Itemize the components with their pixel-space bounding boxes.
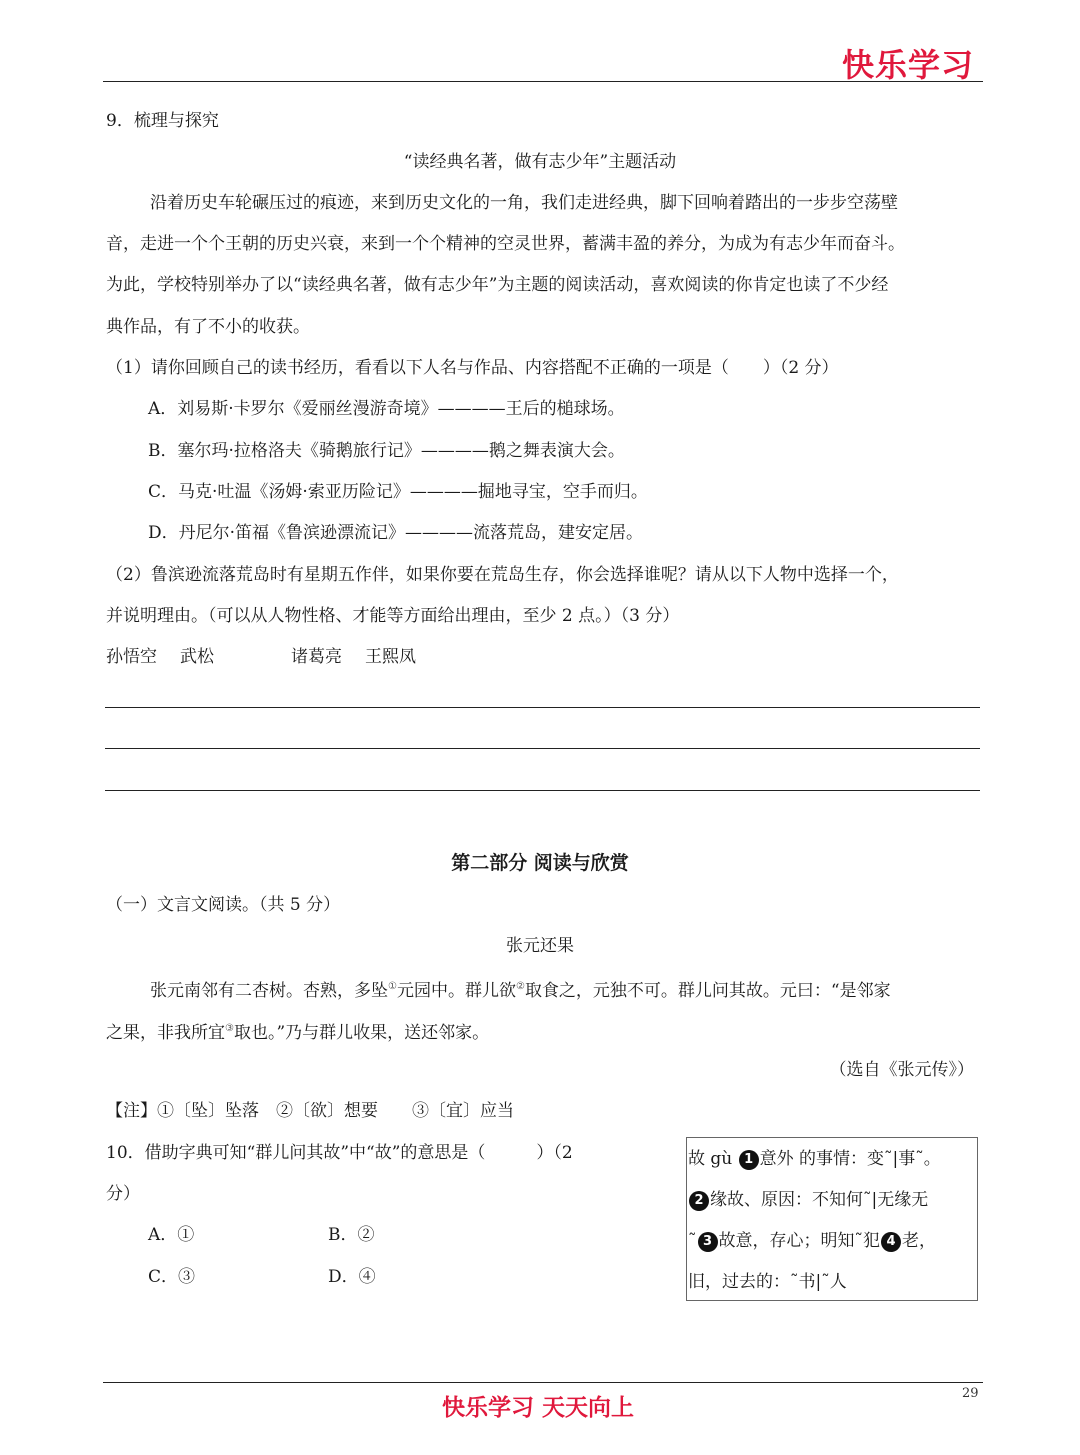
number-circle-icon: 2 bbox=[689, 1191, 709, 1211]
section-title: 第二部分 阅读与欣赏 bbox=[451, 852, 629, 874]
part2-prompt-line2: 并说明理由。（可以从人物性格、才能等方面给出理由，至少 2 点。）（3 分） bbox=[106, 606, 680, 626]
character-option: 诸葛亮 bbox=[291, 647, 342, 667]
footer-slogan: 快乐学习 天天向上 bbox=[442, 1395, 635, 1421]
question-10-option-a: A．① bbox=[148, 1225, 195, 1245]
answer-line[interactable] bbox=[105, 790, 980, 791]
subsection-heading: （一）文言文阅读。（共 5 分） bbox=[106, 895, 341, 915]
dictionary-line-1 bbox=[688, 1148, 941, 1170]
character-option: 王熙凤 bbox=[365, 647, 416, 667]
question-9-heading: 9．梳理与探究 bbox=[106, 111, 219, 131]
intro-line: 典作品，有了不小的收获。 bbox=[106, 317, 310, 337]
part1-option-b: B．塞尔玛·拉格洛夫《骑鹅旅行记》————鹅之舞表演大会。 bbox=[148, 441, 625, 461]
passage-text: 取食之，元独不可。群儿问其故。元曰：“是邻家 bbox=[524, 981, 891, 1001]
footnote-mark: ① bbox=[388, 981, 397, 992]
footnote-mark: ② bbox=[515, 981, 525, 992]
footnote-mark: ③ bbox=[225, 1023, 234, 1034]
intro-line: 沿着历史车轮碾压过的痕迹，来到历史文化的一角，我们走进经典，脚下回响着踏出的一步步空荡壁 bbox=[150, 193, 898, 213]
header-divider bbox=[103, 81, 983, 82]
dictionary-text: 意外 的事情：变˜|事˜。 bbox=[759, 1149, 941, 1169]
passage-line-1 bbox=[150, 976, 891, 1002]
number-circle-icon: 4 bbox=[881, 1232, 901, 1252]
passage-text: 取也。”乃与群儿收果，送还邻家。 bbox=[233, 1023, 490, 1043]
brand-logo: 快乐学习 bbox=[842, 46, 975, 84]
passage-text: 之果，非我所宜 bbox=[106, 1023, 225, 1043]
character-option: 武松 bbox=[180, 647, 214, 667]
footnotes: 【注】①〔坠〕坠落 ②〔欲〕想要 ③〔宜〕应当 bbox=[106, 1101, 514, 1121]
dictionary-line-2 bbox=[688, 1189, 928, 1211]
dictionary-headword: 故 gù bbox=[688, 1149, 738, 1169]
answer-line[interactable] bbox=[105, 748, 980, 749]
passage-title: 张元还果 bbox=[506, 936, 574, 956]
character-option: 孙悟空 bbox=[106, 647, 157, 667]
dictionary-text: ˜ bbox=[688, 1231, 697, 1251]
footer-divider bbox=[103, 1382, 983, 1383]
dictionary-text: 缘故、原因：不知何˜|无缘无 bbox=[710, 1190, 929, 1210]
intro-line: 为此，学校特别举办了以“读经典名著，做有志少年”为主题的阅读活动，喜欢阅读的你肯定也读了不少经 bbox=[106, 275, 889, 295]
number-circle-icon: 1 bbox=[739, 1150, 759, 1170]
question-10-prompt-cont: 分） bbox=[106, 1184, 140, 1204]
question-10-prompt: 10．借助字典可知“群儿问其故”中“故”的意思是（ ）（2 bbox=[106, 1143, 573, 1163]
dictionary-text: 故意，存心；明知˜犯 bbox=[718, 1231, 880, 1251]
dictionary-line-4: 旧，过去的：˜书|˜人 bbox=[688, 1272, 847, 1292]
answer-line[interactable] bbox=[105, 707, 980, 708]
passage-line-2 bbox=[106, 1018, 489, 1044]
intro-line: 音，走进一个个王朝的历史兴衰，来到一个个精神的空灵世界，蓄满丰盈的养分，为成为有志少年而奋斗。 bbox=[106, 234, 905, 254]
passage-source: （选自《张元传》） bbox=[829, 1060, 974, 1080]
part1-prompt: （1）请你回顾自己的读书经历，看看以下人名与作品、内容搭配不正确的一项是（ ）（2 分） bbox=[106, 358, 839, 378]
activity-title: “读经典名著，做有志少年”主题活动 bbox=[403, 152, 677, 172]
number-circle-icon: 3 bbox=[698, 1232, 718, 1252]
passage-text: 张元南邻有二杏树。杏熟，多坠 bbox=[150, 981, 388, 1001]
part1-option-a: A．刘易斯·卡罗尔《爱丽丝漫游奇境》————王后的槌球场。 bbox=[148, 399, 625, 419]
part1-option-c: C．马克·吐温《汤姆·索亚历险记》————掘地寻宝，空手而归。 bbox=[148, 482, 648, 502]
question-10-option-c: C．③ bbox=[148, 1267, 196, 1287]
page-number: 29 bbox=[962, 1386, 979, 1401]
question-10-option-d: D．④ bbox=[328, 1267, 376, 1287]
question-10-option-b: B．② bbox=[328, 1225, 375, 1245]
part1-option-d: D．丹尼尔·笛福《鲁滨逊漂流记》————流落荒岛，建安定居。 bbox=[148, 523, 644, 543]
passage-text: 元园中。群儿欲 bbox=[396, 981, 516, 1001]
part2-prompt-line1: （2）鲁滨逊流落荒岛时有星期五作伴，如果你要在荒岛生存，你会选择谁呢？请从以下人物中选择一个， bbox=[106, 565, 899, 585]
dictionary-line-3 bbox=[688, 1230, 936, 1252]
dictionary-text: 老， bbox=[902, 1231, 936, 1251]
